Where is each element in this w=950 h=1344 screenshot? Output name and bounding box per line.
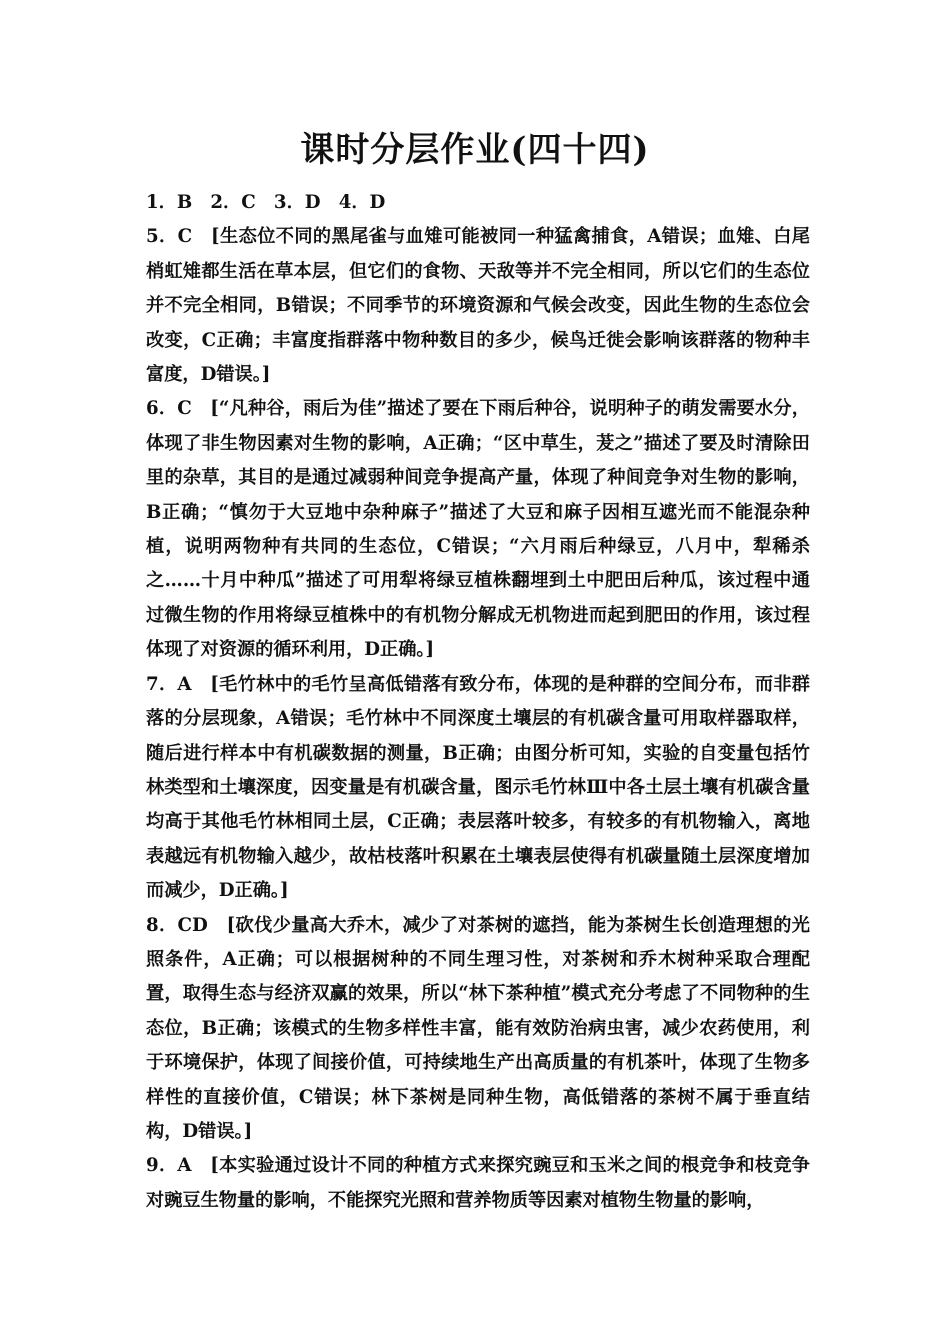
answer-1-4: 1．B 2．C 3．D 4．D [146,192,386,213]
answer-8: 8．CD [砍伐少量高大乔木，减少了对茶树的遮挡，能为茶树生长创造理想的光照条件，A正确；可以根据树种的不同生理习性，对茶树和乔木树种采取合理配置，取得生态与经济双赢的效果，所以“林下茶种植”模式充分考虑了不同物种的生态位，B正确；该模式的生物多样性丰富，能有效防治病虫害，减少农药使用，利于环境保护，体现了间接价值，可持续地生产出高质量的有机茶叶，体现了生物多样性的直接价值，C错误；林下茶树是同种生物，高低错落的茶树不属于垂直结构，D错误。] [146,914,810,1142]
answer-9: 9．A [本实验通过设计不同的种植方式来探究豌豆和玉米之间的根竞争和枝竞争对豌豆生物量的影响，不能探究光照和营养物质等因素对植物生物量的影响， [146,1155,810,1211]
answer-6: 6．C [“凡种谷，雨后为佳”描述了要在下雨后种谷，说明种子的萌发需要水分，体现了非生物因素对生物的影响，A正确；“区中草生，茇之”描述了要及时清除田里的杂草，其目的是通过减弱种间竞争提高产量，体现了种间竞争对生物的影响，B正确；“慎勿于大豆地中杂种麻子”描述了大豆和麻子因相互遮光而不能混杂种植，说明两物种有共同的生态位，C错误；“六月雨后种绿豆，八月中，犁稀杀之……十月中种瓜”描述了可用犁将绿豆植株翻埋到土中肥田后种瓜，该过程中通过微生物的作用将绿豆植株中的有机物分解成无机物进而起到肥田的作用，该过程体现了对资源的循环利用，D正确。] [146,398,810,661]
answer-list [146,186,810,1218]
page-title: 课时分层作业(四十四) [300,130,650,170]
answer-7: 7．A [毛竹林中的毛竹呈高低错落有致分布，体现的是种群的空间分布，而非群落的分层现象，A错误；毛竹林中不同深度土壤层的有机碳含量可用取样器取样，随后进行样本中有机碳数据的测量，B正确；由图分析可知，实验的自变量包括竹林类型和土壤深度，因变量是有机碳含量，图示毛竹林Ⅲ中各土层土壤有机碳含量均高于其他毛竹林相同土层，C正确；表层落叶较多，有较多的有机物输入，离地表越远有机物输入越少，故枯枝落叶积累在土壤表层使得有机碳量随土层深度增加而减少，D正确。] [146,673,810,902]
answer-5: 5．C [生态位不同的黑尾雀与血雉可能被同一种猛禽捕食，A错误；血雉、白尾梢虹雉都生活在草本层，但它们的食物、天敌等并不完全相同，所以它们的生态位并不完全相同，B错误；不同季节的环境资源和气候会改变，因此生物的生态位会改变，C正确；丰富度指群落中物种数目的多少，候鸟迁徙会影响该群落的物种丰富度，D错误。] [146,226,810,386]
